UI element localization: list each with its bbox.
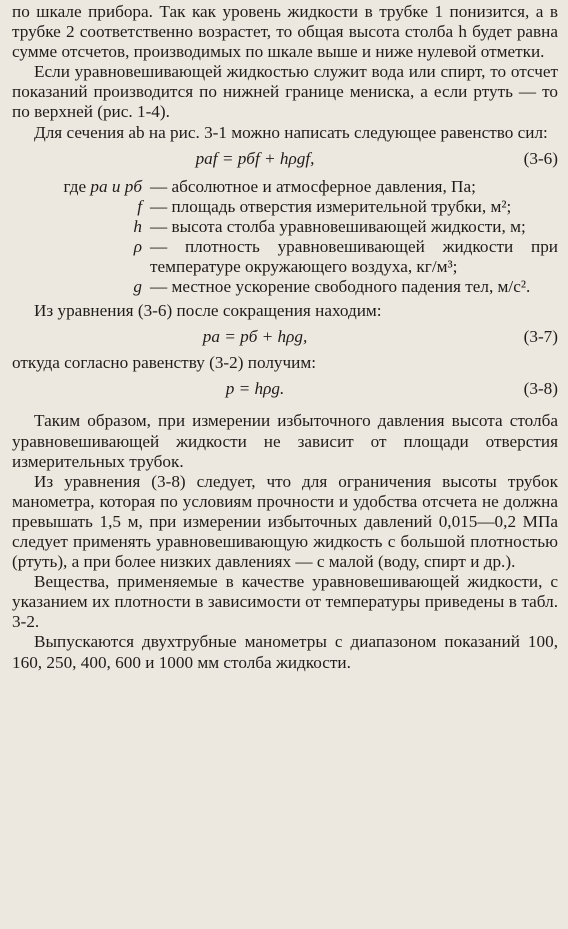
paragraph-4: Из уравнения (3-6) после сокращения находим: xyxy=(34,301,382,321)
definition-row xyxy=(12,197,558,217)
definition-row xyxy=(12,177,558,197)
paragraph-7: Из уравнения (3-8) следует, что для ограничения высоты трубок манометра, которая по условиям прочности и удобства отсчета не должна превышать 1,5 м, при измерении избыточных давлений 0,015—0,2 МПа следует применять уравновешивающую жидкость с большой плотностью (ртуть), а при более низких давлениях — с малой (воду, спирт и др.). xyxy=(12,471,558,572)
definition-symbol xyxy=(12,177,150,197)
equation-3-7 xyxy=(12,321,558,353)
definition-row xyxy=(12,217,558,237)
equation-number: (3-8) xyxy=(523,379,558,399)
equation-expression: pа = pб + hρg, xyxy=(202,327,308,347)
symbol-definitions xyxy=(12,177,558,298)
definition-symbol: h xyxy=(133,216,142,236)
definition-text: — плотность уравновешивающей жидкости при температуре окружающего воздуха, кг/м³; xyxy=(150,236,558,277)
equation-3-6 xyxy=(12,143,558,175)
equation-expression: pаf = pбf + hρgf, xyxy=(195,148,315,168)
definition-row xyxy=(12,237,558,277)
equation-3-8 xyxy=(12,373,558,405)
equation-number: (3-7) xyxy=(523,327,558,347)
paragraph-3: Для сечения ab на рис. 3-1 можно написать следующее равенство сил: xyxy=(34,122,548,142)
paragraph-9: Выпускаются двухтрубные манометры с диапазоном показаний 100, 160, 250, 400, 600 и 1000 мм столба жидкости. xyxy=(12,632,558,672)
definition-prefix: где xyxy=(63,176,91,196)
definition-symbol: g xyxy=(133,277,142,297)
definition-text: — площадь отверстия измерительной трубки, м²; xyxy=(150,196,512,216)
equation-expression: p = hρg. xyxy=(225,379,285,399)
paragraph-2: Если уравновешивающей жидкостью служит вода или спирт, то отсчет показаний производится по нижней границе мениска, а если ртуть — то по верхней (рис. 1-4). xyxy=(12,62,558,122)
definition-text: — абсолютное и атмосферное давления, Па; xyxy=(150,176,476,196)
definition-text: — высота столба уравновешивающей жидкости, м; xyxy=(150,216,526,236)
definition-symbol: f xyxy=(137,196,142,216)
definition-text: — местное ускорение свободного падения тел, м/с². xyxy=(150,277,531,297)
definition-symbol: ρ xyxy=(133,236,142,256)
paragraph-8: Вещества, применяемые в качестве уравновешивающей жидкости, с указанием их плотности в зависимости от температуры приведены в табл. 3-2. xyxy=(12,572,558,632)
equation-number: (3-6) xyxy=(523,148,558,168)
paragraph-5: откуда согласно равенству (3-2) получим: xyxy=(12,353,316,373)
paragraph-1: по шкале прибора. Так как уровень жидкости в трубке 1 понизится, а в трубке 2 соответственно возрастет, то общая высота столба h будет равна сумме отсчетов, производимых по шкале выше и ниже нулевой отметки. xyxy=(12,2,558,62)
definition-row xyxy=(12,277,558,297)
paragraph-6: Таким образом, при измерении избыточного давления высота столба уравновешивающей жидкости не зависит от площади отверстия измерительных трубок. xyxy=(12,411,558,471)
definition-symbol-text: pа и pб xyxy=(90,176,142,196)
